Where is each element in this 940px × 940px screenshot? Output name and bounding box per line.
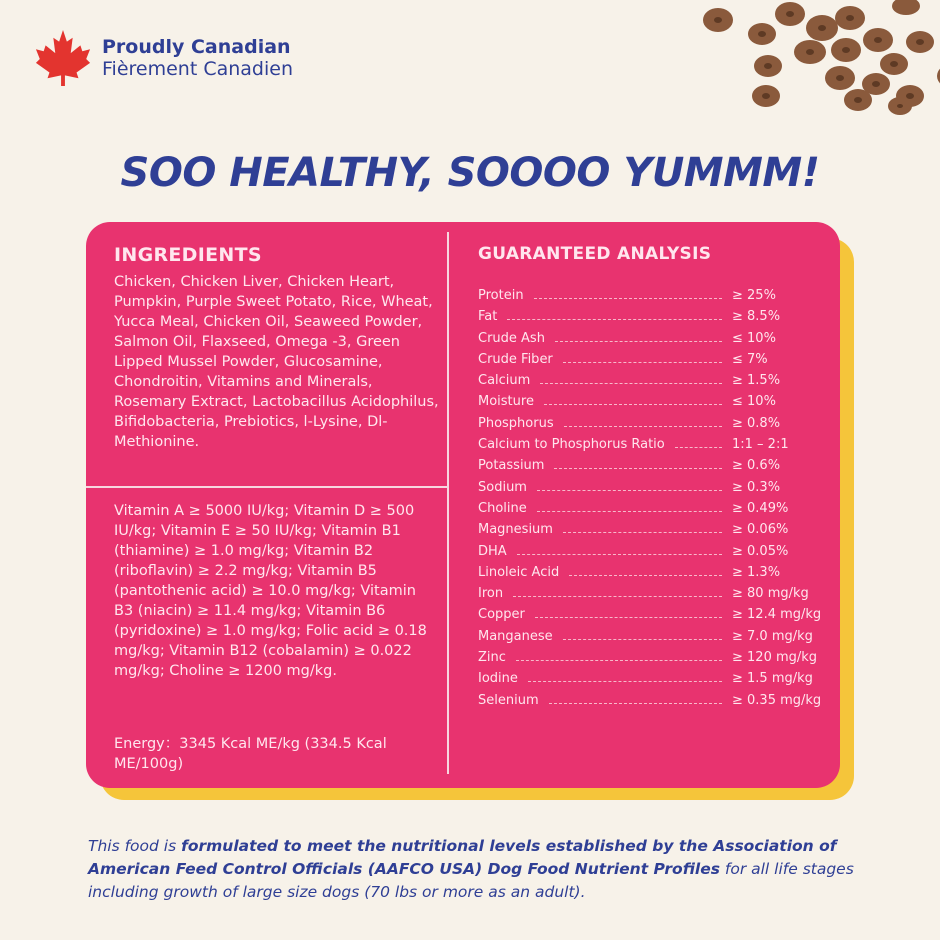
analysis-row: [478, 352, 828, 373]
leader-line: [537, 481, 722, 491]
kibble-icon: [880, 53, 908, 75]
kibble-decoration: [540, 0, 940, 130]
leader-line: [554, 459, 722, 469]
footer-aafco-bold: formulated to meet the nutritional levels established by the Association of American Feed Control Officials (AAFCO USA) Dog Food Nutrient Profiles: [88, 837, 837, 878]
nutrient-value: ≥ 0.3%: [732, 479, 781, 495]
analysis-row: [478, 288, 828, 309]
section-divider: [86, 486, 447, 488]
leader-line: [555, 332, 722, 342]
analysis-row: [478, 522, 828, 543]
analysis-row: [478, 331, 828, 352]
footer-outro: for all life stages including growth of large size dogs (70 lbs or more as an adult).: [88, 860, 854, 901]
footer-intro: This food is: [88, 837, 182, 855]
leader-line: [564, 417, 722, 427]
energy-text: Energy：3345 Kcal ME/kg (334.5 Kcal ME/100g): [114, 736, 387, 772]
brand-badge: [34, 28, 293, 88]
leader-line: [517, 545, 722, 555]
nutrient-name: Linoleic Acid: [478, 564, 560, 580]
nutrient-name: Phosphorus: [478, 415, 554, 431]
kibble-icon: [752, 85, 780, 107]
nutrient-value: ≥ 0.05%: [732, 543, 789, 559]
maple-leaf-icon: [34, 28, 92, 88]
kibble-icon: [825, 66, 855, 90]
leader-line: [544, 395, 722, 405]
nutrient-name: Iodine: [478, 671, 518, 687]
analysis-row: [478, 416, 828, 437]
kibble-icon: [863, 28, 893, 52]
leader-line: [528, 672, 722, 682]
nutrient-value: ≥ 1.5 mg/kg: [732, 671, 813, 687]
nutrient-value: ≥ 0.35 mg/kg: [732, 692, 822, 708]
analysis-title: GUARANTEED ANALYSIS: [478, 244, 712, 264]
nutrient-name: Sodium: [478, 479, 527, 495]
analysis-row: [478, 480, 828, 501]
kibble-icon: [835, 6, 865, 30]
brand-line-fr: Fièrement Canadien: [102, 58, 293, 80]
nutrient-name: Potassium: [478, 458, 545, 474]
brand-line-en: Proudly Canadian: [102, 36, 291, 58]
ingredients-title: INGREDIENTS: [114, 244, 262, 266]
kibble-icon: [906, 31, 934, 53]
leader-line: [516, 651, 722, 661]
analysis-row: [478, 458, 828, 479]
analysis-row: [478, 693, 828, 714]
column-divider: [447, 232, 449, 774]
nutrient-value: 1:1 – 2:1: [732, 437, 789, 453]
nutrient-value: ≥ 0.06%: [732, 522, 789, 538]
nutrient-name: Magnesium: [478, 522, 553, 538]
analysis-row: [478, 544, 828, 565]
nutrient-name: Copper: [478, 607, 525, 623]
nutrient-name: Zinc: [478, 650, 506, 666]
nutrient-name: Moisture: [478, 394, 534, 410]
kibble-icon: [775, 2, 805, 26]
nutrient-value: ≥ 1.5%: [732, 373, 781, 389]
analysis-row: [478, 501, 828, 522]
kibble-icon: [888, 97, 912, 115]
nutrient-name: Calcium to Phosphorus Ratio: [478, 437, 665, 453]
analysis-row: [478, 437, 828, 458]
leader-line: [549, 694, 722, 704]
analysis-row: [478, 394, 828, 415]
nutrient-name: Manganese: [478, 628, 553, 644]
nutrient-name: Selenium: [478, 692, 539, 708]
leader-line: [563, 630, 722, 640]
aafco-statement: [88, 835, 868, 904]
kibble-icon: [892, 0, 920, 15]
nutrient-value: ≥ 8.5%: [732, 309, 781, 325]
kibble-icon: [754, 55, 782, 77]
nutrient-name: Choline: [478, 500, 527, 516]
nutrient-value: ≥ 0.8%: [732, 415, 781, 431]
nutrient-value: ≥ 80 mg/kg: [732, 586, 809, 602]
kibble-icon: [703, 8, 733, 32]
leader-line: [563, 353, 722, 363]
analysis-row: [478, 650, 828, 671]
kibble-icon: [831, 38, 861, 62]
leader-line: [563, 523, 722, 533]
nutrient-name: Calcium: [478, 373, 531, 389]
nutrient-value: ≥ 7.0 mg/kg: [732, 628, 813, 644]
ingredients-text: Chicken, Chicken Liver, Chicken Heart, Pumpkin, Purple Sweet Potato, Rice, Wheat, Yucca Meal, Chicken Oil, Seaweed Powder, Salmon Oil, Flaxseed, Omega -3, Green Lipped Mussel Powder, Glucosamine, Chondroitin, Vitamins and Minerals, Rosemary Extract, Lactobacillus Acidophilus, Bifidobacteria, Prebiotics, l-Lysine, Dl-Methionine.: [114, 274, 439, 450]
analysis-list: [478, 288, 828, 714]
analysis-row: [478, 565, 828, 586]
leader-line: [507, 310, 722, 320]
nutrient-value: ≥ 12.4 mg/kg: [732, 607, 822, 623]
analysis-row: [478, 671, 828, 692]
nutrient-name: Protein: [478, 288, 524, 303]
nutrient-value: ≥ 0.49%: [732, 500, 789, 516]
kibble-icon: [806, 15, 838, 41]
analysis-row: [478, 373, 828, 394]
analysis-row: [478, 629, 828, 650]
analysis-row: [478, 607, 828, 628]
leader-line: [534, 289, 722, 299]
nutrient-value: ≥ 25%: [732, 288, 776, 303]
leader-line: [540, 374, 722, 384]
nutrient-value: ≤ 10%: [732, 330, 776, 346]
nutrient-value: ≤ 10%: [732, 394, 776, 410]
nutrient-value: ≤ 7%: [732, 351, 768, 367]
nutrient-value: ≥ 1.3%: [732, 564, 781, 580]
leader-line: [535, 608, 722, 618]
nutrient-value: ≥ 120 mg/kg: [732, 650, 818, 666]
nutrient-value: ≥ 0.6%: [732, 458, 781, 474]
leader-line: [537, 502, 722, 512]
leader-line: [569, 566, 722, 576]
nutrition-card: [86, 222, 840, 788]
leader-line: [675, 438, 722, 448]
nutrient-name: DHA: [478, 543, 507, 559]
nutrient-name: Crude Fiber: [478, 351, 553, 367]
kibble-icon: [748, 23, 776, 45]
headline: SOO HEALTHY, SOOOO YUMMM!: [120, 150, 820, 196]
kibble-icon: [844, 89, 872, 111]
nutrient-name: Crude Ash: [478, 330, 545, 346]
nutrient-name: Fat: [478, 309, 498, 325]
vitamins-text: Vitamin A ≥ 5000 IU/kg; Vitamin D ≥ 500 IU/kg; Vitamin E ≥ 50 IU/kg; Vitamin B1 (thiamine) ≥ 1.0 mg/kg; Vitamin B2 (riboflavin) ≥ 2.2 mg/kg; Vitamin B5 (pantothenic acid) ≥ 10.0 mg/kg; Vitamin B3 (niacin) ≥ 11.4 mg/kg; Vitamin B6 (pyridoxine) ≥ 1.0 mg/kg; Folic acid ≥ 0.18 mg/kg; Vitamin B12 (cobalamin) ≥ 0.022 mg/kg; Choline ≥ 1200 mg/kg.: [114, 503, 427, 679]
analysis-row: [478, 309, 828, 330]
leader-line: [513, 587, 722, 597]
analysis-row: [478, 586, 828, 607]
kibble-icon: [794, 40, 826, 64]
nutrient-name: Iron: [478, 586, 504, 602]
